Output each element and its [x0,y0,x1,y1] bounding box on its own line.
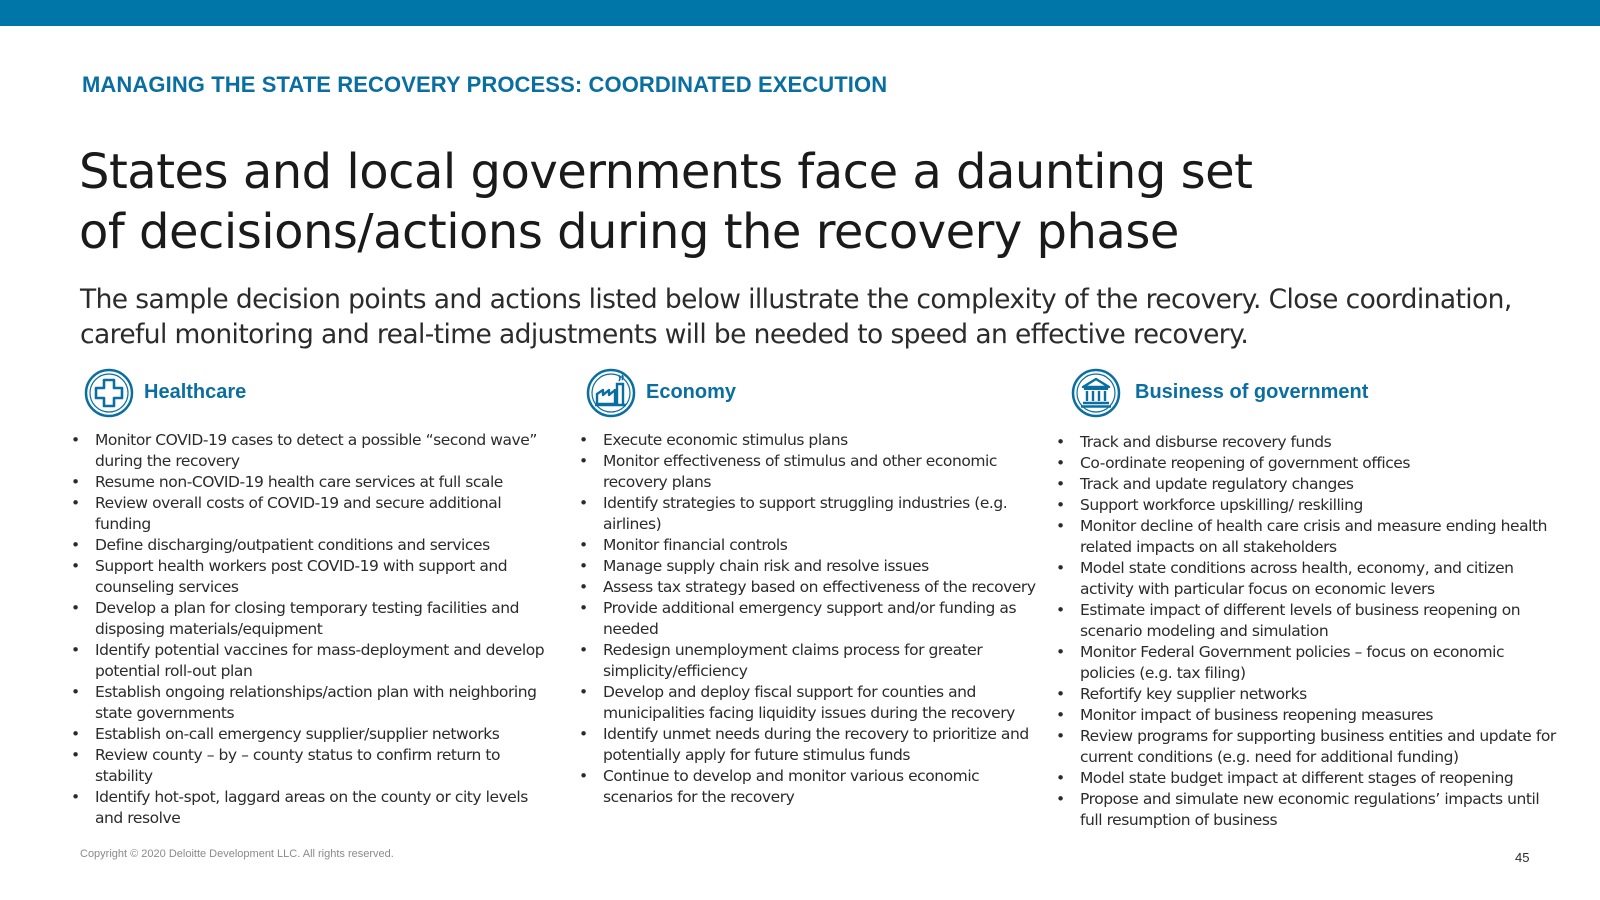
economy-column [586,368,1056,806]
economy-list [579,430,1044,808]
list-item: • Execute economic stimulus plans [579,430,1044,451]
list-item: • Resume non-COVID-19 health care services at full scale [71,472,551,493]
list-item: • Manage supply chain risk and resolve issues [579,556,1044,577]
business-of-government-title: Business of government [1135,381,1369,403]
healthcare-column [84,368,554,827]
healthcare-list [71,430,551,829]
economy-title: Economy [646,381,737,403]
slide-subtitle: The sample decision points and actions listed below illustrate the complexity of the recovery. Close coordination, careful monitoring and real-time adjustments will be needed to speed an effective recovery. [80,284,1512,350]
page-number: 45 [1515,850,1530,865]
business-of-government-column [1071,368,1571,829]
list-item: • Propose and simulate new economic regulations’ impacts until full resumption of business [1056,789,1561,831]
list-item: • Monitor financial controls [579,535,1044,556]
healthcare-header [84,368,554,424]
list-item: • Monitor Federal Government policies – focus on economic policies (e.g. tax filing) [1056,642,1561,684]
list-item: • Monitor impact of business reopening measures [1056,705,1561,726]
list-item: • Model state budget impact at different stages of reopening [1056,768,1561,789]
list-item: • Identify potential vaccines for mass-deployment and develop potential roll-out plan [71,640,551,682]
title-line-1: States and local governments face a daunting set [79,144,1253,200]
list-item: • Identify strategies to support struggling industries (e.g. airlines) [579,493,1044,535]
title-line-2: of decisions/actions during the recovery phase [79,204,1179,260]
list-item: • Define discharging/outpatient conditions and services [71,535,551,556]
list-item: • Co-ordinate reopening of government offices [1056,453,1561,474]
list-item: • Redesign unemployment claims process for greater simplicity/efficiency [579,640,1044,682]
slide-title [79,142,1379,262]
list-item: • Support health workers post COVID-19 with support and counseling services [71,556,551,598]
factory-icon [586,368,636,418]
copyright-notice: Copyright © 2020 Deloitte Development LLC. All rights reserved. [80,848,394,860]
list-item: • Track and update regulatory changes [1056,474,1561,495]
list-item: • Develop and deploy fiscal support for counties and municipalities facing liquidity issues during the recovery [579,682,1044,724]
list-item: • Identify hot-spot, laggard areas on the county or city levels and resolve [71,787,551,829]
list-item: • Review county – by – county status to confirm return to stability [71,745,551,787]
economy-header [586,368,1056,424]
list-item: • Monitor COVID-19 cases to detect a possible “second wave” during the recovery [71,430,551,472]
list-item: • Continue to develop and monitor various economic scenarios for the recovery [579,766,1044,808]
list-item: • Provide additional emergency support and/or funding as needed [579,598,1044,640]
list-item: • Assess tax strategy based on effectiveness of the recovery [579,577,1044,598]
section-label: MANAGING THE STATE RECOVERY PROCESS: COORDINATED EXECUTION [82,72,888,97]
list-item: • Identify unmet needs during the recovery to prioritize and potentially apply for future stimulus funds [579,724,1044,766]
medical-cross-icon [84,368,134,418]
list-item: • Review programs for supporting business entities and update for current conditions (e.g. need for additional funding) [1056,726,1561,768]
list-item: • Monitor decline of health care crisis and measure ending health related impacts on all stakeholders [1056,516,1561,558]
government-building-icon [1071,368,1121,418]
list-item: • Estimate impact of different levels of business reopening on scenario modeling and simulation [1056,600,1561,642]
business-of-government-list [1056,432,1561,831]
healthcare-title: Healthcare [144,381,247,403]
list-item: • Monitor effectiveness of stimulus and other economic recovery plans [579,451,1044,493]
list-item: • Track and disburse recovery funds [1056,432,1561,453]
list-item: • Develop a plan for closing temporary testing facilities and disposing materials/equipment [71,598,551,640]
business-of-government-header [1071,368,1571,424]
list-item: • Review overall costs of COVID-19 and secure additional funding [71,493,551,535]
top-accent-bar [0,0,1600,26]
list-item: • Support workforce upskilling/ reskilling [1056,495,1561,516]
list-item: • Model state conditions across health, economy, and citizen activity with particular focus on economic levers [1056,558,1561,600]
list-item: • Establish on-call emergency supplier/supplier networks [71,724,551,745]
list-item: • Refortify key supplier networks [1056,684,1561,705]
list-item: • Establish ongoing relationships/action plan with neighboring state governments [71,682,551,724]
